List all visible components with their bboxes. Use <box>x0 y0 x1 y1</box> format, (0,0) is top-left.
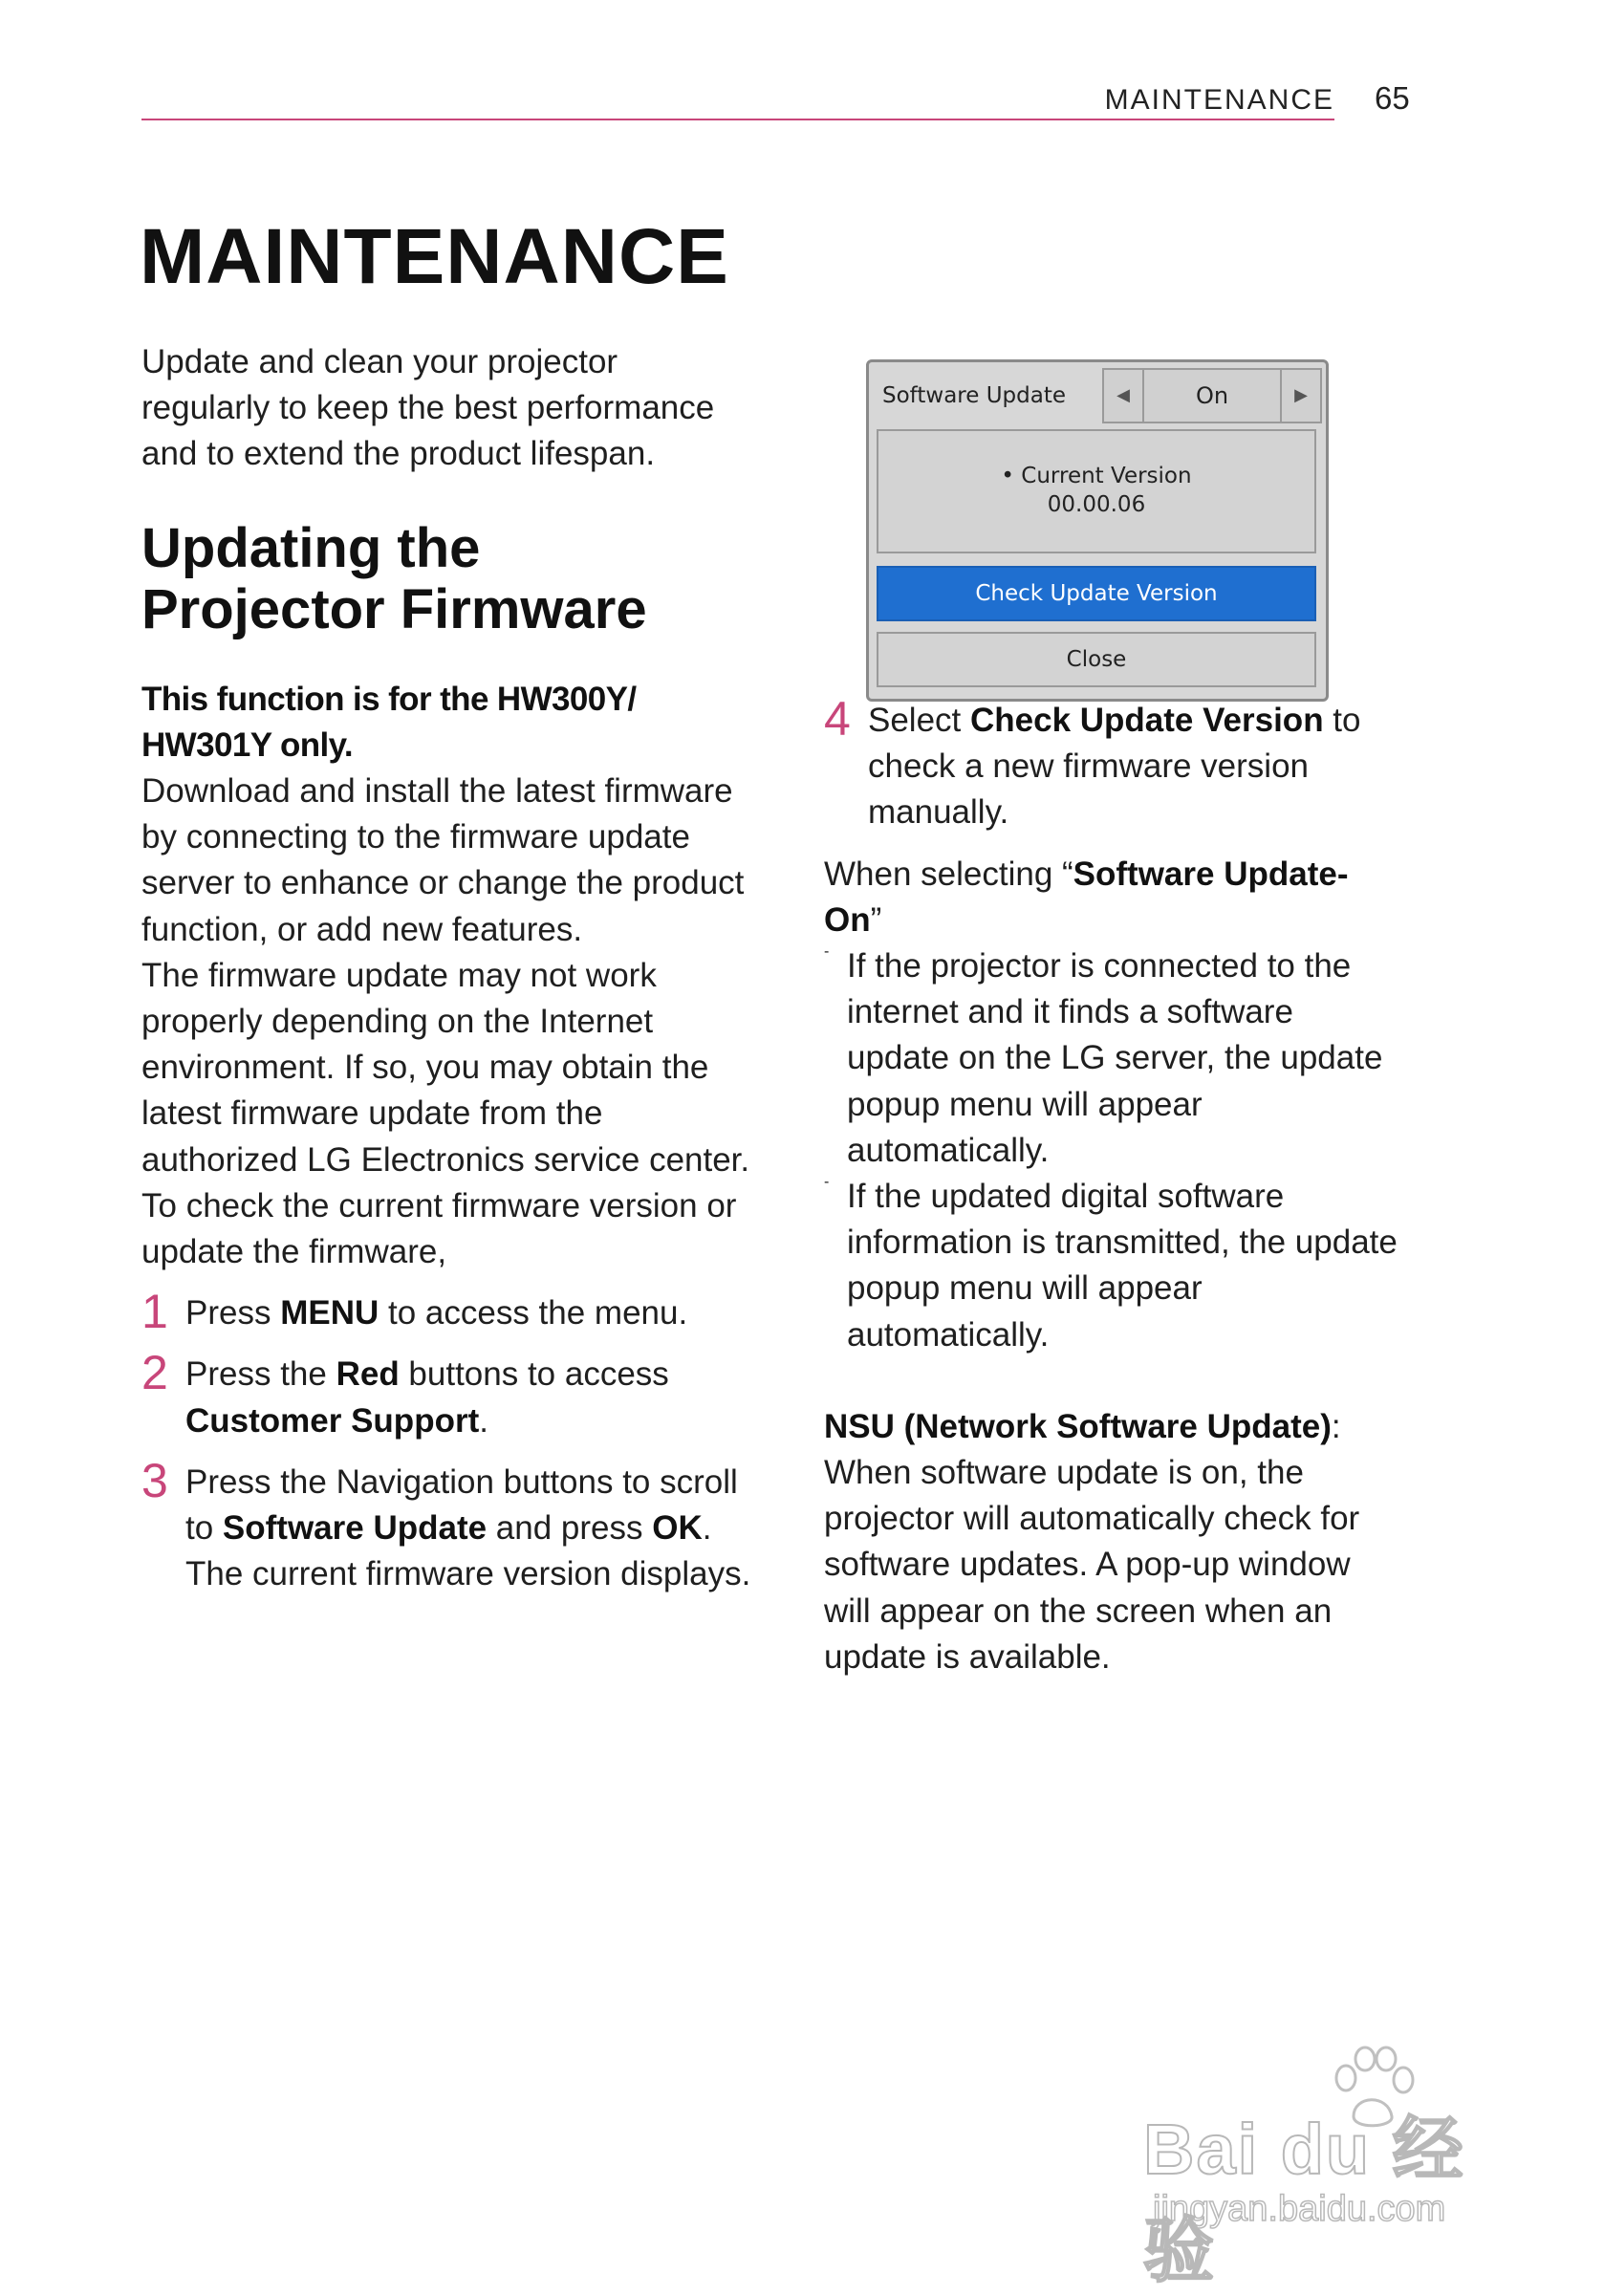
step-text: Press the Navigation buttons to scroll to Software Update and press OK. <box>185 1462 738 1548</box>
section-title-line1: Updating the <box>141 516 481 579</box>
close-button[interactable]: Close <box>877 632 1316 687</box>
dash-icon: - <box>824 943 830 961</box>
left-column <box>141 339 753 1597</box>
step-4 <box>824 692 1398 836</box>
step-number: 3 <box>141 1453 168 1507</box>
page-number: 65 <box>1375 80 1410 116</box>
step-number: 1 <box>141 1285 168 1339</box>
bullet-item: - If the projector is connected to the internet and it finds a software update on the LG server, the update popup menu will appear automatically. <box>824 943 1383 1169</box>
menu-title: Software Update <box>882 383 1066 408</box>
model-note: This function is for the HW300Y/ HW301Y only. <box>141 680 637 764</box>
step-2 <box>141 1346 753 1443</box>
dash-icon: - <box>824 1174 830 1191</box>
paragraph-check-version: To check the current firmware version or update the firmware, <box>141 1186 737 1271</box>
nsu-heading: NSU (Network Software Update): <box>824 1407 1341 1445</box>
intro-paragraph: Update and clean your projector regularly to keep the best performance and to extend the product lifespan. <box>141 343 715 473</box>
right-column <box>824 692 1398 1680</box>
baidu-watermark <box>1143 2046 1526 2290</box>
header-rule <box>141 119 1334 120</box>
running-header: MAINTENANCE <box>1104 84 1334 116</box>
step-1 <box>141 1285 753 1339</box>
arrow-right-icon[interactable]: ▶ <box>1280 370 1320 422</box>
current-version-label: • Current Version <box>1001 464 1192 488</box>
section-title <box>141 518 753 640</box>
page-title: MAINTENANCE <box>140 213 729 300</box>
step-3 <box>141 1453 753 1598</box>
bullet-item: - If the updated digital software information is transmitted, the update popup menu will appear automatically. <box>824 1174 1398 1354</box>
current-version-panel <box>877 429 1316 553</box>
update-toggle-selector[interactable] <box>1102 368 1322 423</box>
step-text: Press the Red buttons to access Customer Support. <box>185 1355 669 1440</box>
step-text: Select Check Update Version to check a new firmware version manually. <box>868 702 1361 832</box>
step-note: The current firmware version displays. <box>185 1555 751 1593</box>
step-number: 4 <box>824 692 851 746</box>
when-selecting-text: When selecting “Software Update- On” <box>824 855 1349 939</box>
current-version-value: 00.00.06 <box>1047 492 1146 517</box>
toggle-value: On <box>1195 382 1229 409</box>
step-text: Press MENU to access the menu. <box>185 1294 688 1332</box>
paragraph-download: Download and install the latest firmware by connecting to the firmware update server to enhance or change the product function, or add new features. <box>141 772 745 948</box>
watermark-brand: Bai du 经验 <box>1143 2110 1465 2290</box>
software-update-menu <box>866 359 1329 702</box>
section-title-line2: Projector Firmware <box>141 577 647 640</box>
watermark-url: jingyan.baidu.com <box>1153 2189 1446 2229</box>
nsu-description: When software update is on, the projector will automatically check for software updates. A pop-up window will appear on the screen when an update is available. <box>824 1454 1360 1676</box>
step-number: 2 <box>141 1346 168 1400</box>
arrow-left-icon[interactable]: ◀ <box>1104 370 1144 422</box>
check-update-version-button[interactable]: Check Update Version <box>877 566 1316 621</box>
paragraph-environment: The firmware update may not work properly depending on the Internet environment. If so, you may obtain the latest firmware update from the authorized LG Electronics service center. <box>141 956 750 1179</box>
